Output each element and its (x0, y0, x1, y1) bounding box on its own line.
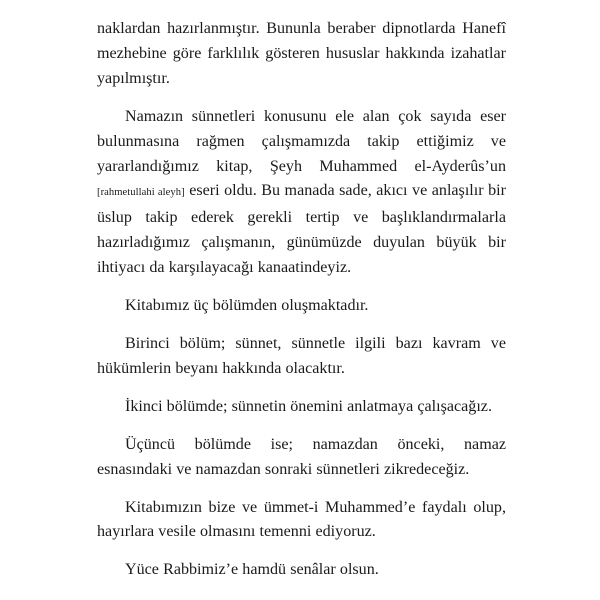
paragraph-continuation: naklardan hazırlanmıştır. Bununla beraber dipnotlarda Hanefî mezhebine göre farklılık gösteren hususlar hakkında izahatlar yapılmıştır. (97, 20, 506, 87)
honorific-rahmetullahi-aleyh: [rahmetullahi aleyh] (97, 187, 185, 199)
paragraph-section-one: Birinci bölüm; sünnet, sünnetle ilgili bazı kavram ve hükümlerin beyanı hakkında olacaktır. (97, 334, 506, 377)
paragraph-sources-text-after-honorific: eseri oldu. Bu manada sade, akıcı ve anlaşılır bir üslup takip ederek gerekli tertip ve başlıklandırmalarla hazırladığımız çalışmanın, günümüzde duyulan büyük bir ihtiyacı da karşılayacağı kanaatindeyiz. (97, 182, 506, 277)
paragraph-section-three: Üçüncü bölümde ise; namazdan önceki, namaz esnasındaki ve namazdan sonraki sünnetleri zikredeceğiz. (97, 435, 506, 478)
paragraph-section-two: İkinci bölümde; sünnetin önemini anlatmaya çalışacağız. (125, 397, 492, 415)
text-column (97, 17, 506, 583)
paragraph-sources (97, 105, 506, 281)
paragraph-sources-text-before-honorific: Namazın sünnetleri konusunu ele alan çok sayıda eser bulunmasına rağmen çalışmamızda takip ettiğimiz ve yararlandığımız kitap, Şeyh Muhammed el-Ayderûs’un (97, 107, 506, 175)
paragraph-closing-praise: Yüce Rabbimiz’e hamdü senâlar olsun. (125, 561, 379, 579)
paragraph-benefit-wish: Kitabımızın bize ve ümmet-i Muhammed’e faydalı olup, hayırlara vesile olmasını temenni ediyoruz. (97, 498, 506, 541)
paragraph-three-sections: Kitabımız üç bölümden oluşmaktadır. (125, 297, 369, 315)
